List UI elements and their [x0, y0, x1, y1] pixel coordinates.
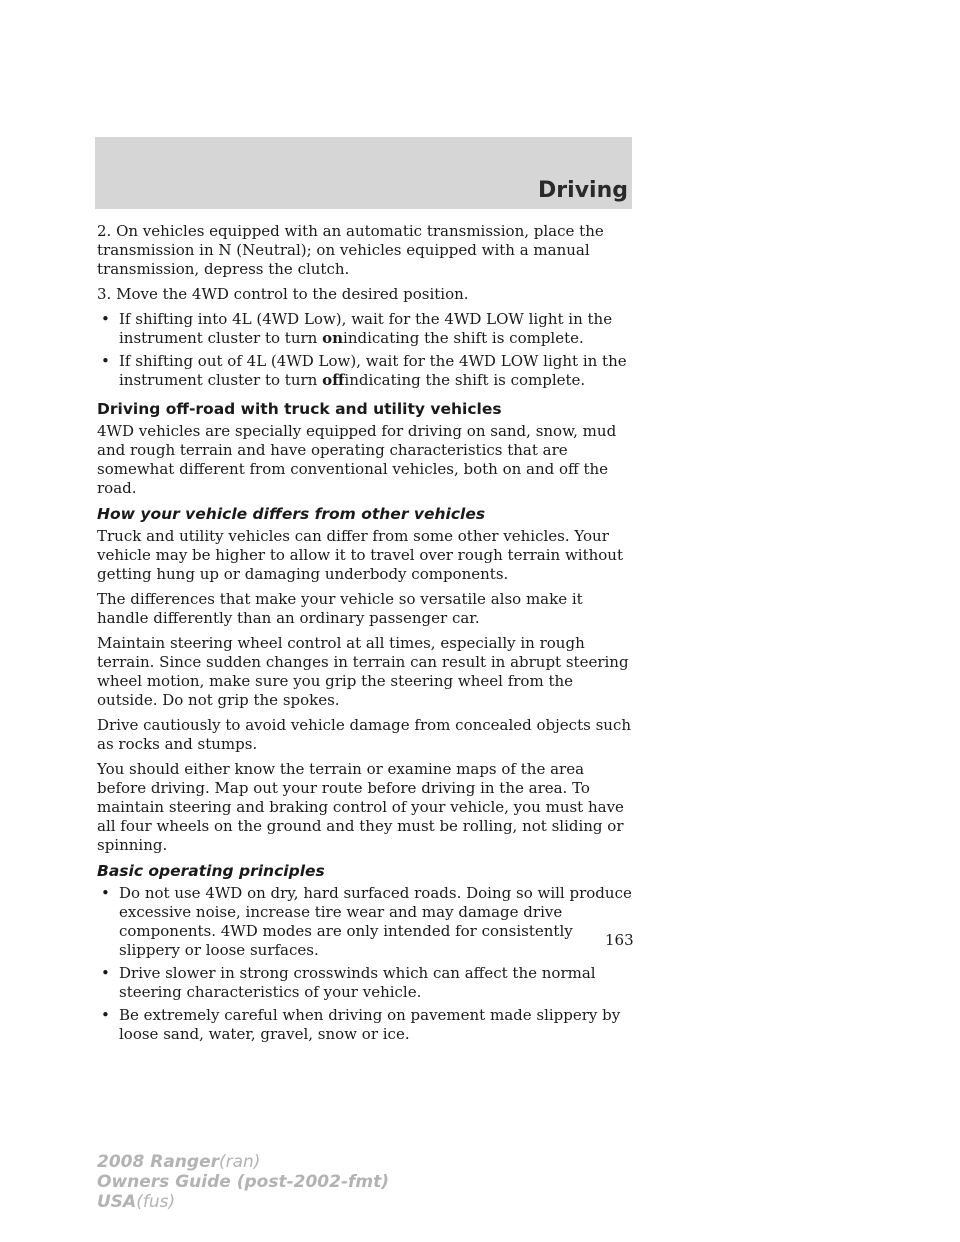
footer-model-code: (ran): [218, 1152, 261, 1172]
list-item: [97, 884, 637, 960]
list-item: [97, 1006, 637, 1044]
bullet-bold-text: off: [322, 371, 345, 389]
differs-paragraph-3: Maintain steering wheel control at all times, especially in rough terrain. Since sudden changes in terrain can result in abrupt steering wheel motion, make sure you grip the steering wheel from the outside. Do not grip the spokes.: [97, 634, 629, 709]
step-2-paragraph: 2. On vehicles equipped with an automatic transmission, place the transmission in N (Neutral); on vehicles equipped with a manual transmission, depress the clutch.: [97, 222, 604, 278]
heading-offroad: Driving off-road with truck and utility vehicles: [97, 400, 502, 418]
bullet-icon: •: [101, 1006, 110, 1024]
footer-guide: Owners Guide (post-2002-fmt): [97, 1172, 390, 1192]
footer-model: 2008 Ranger: [97, 1152, 219, 1172]
footer-line-1: [97, 1152, 389, 1172]
differs-paragraph-2: The differences that make your vehicle so versatile also make it handle differently than an ordinary passenger car.: [97, 590, 583, 627]
section-header-band: [95, 137, 632, 209]
footer-line-2: [97, 1172, 389, 1192]
bullet-icon: •: [101, 352, 110, 370]
principles-bullet-list: [97, 884, 637, 1044]
differs-paragraph-4: Drive cautiously to avoid vehicle damage from concealed objects such as rocks and stumps.: [97, 716, 632, 753]
differs-paragraph-5: You should either know the terrain or examine maps of the area before driving. Map out your route before driving in the area. To maintain steering and braking control of your vehicle, you must have all four wheels on the ground and they must be rolling, not sliding or spinning.: [97, 760, 624, 854]
bullet-text: Drive slower in strong crosswinds which can affect the normal steering characteristics of your vehicle.: [119, 964, 596, 1001]
page-content: [97, 222, 637, 1050]
heading-principles: Basic operating principles: [97, 862, 325, 880]
list-item: [97, 964, 637, 1002]
bullet-icon: •: [101, 310, 110, 328]
bullet-icon: •: [101, 884, 110, 902]
bullet-text: If shifting into 4L (4WD Low), wait for the 4WD LOW light in the instrument cluster to turn: [119, 310, 613, 347]
document-footer: [97, 1152, 389, 1212]
bullet-text: Be extremely careful when driving on pavement made slippery by loose sand, water, gravel, snow or ice.: [119, 1006, 621, 1043]
footer-market: USA: [97, 1192, 137, 1212]
bullet-bold-text: on: [322, 329, 344, 347]
offroad-paragraph: 4WD vehicles are specially equipped for driving on sand, snow, mud and rough terrain and have operating characteristics that are somewhat different from conventional vehicles, both on and off the road.: [97, 422, 617, 497]
section-title: Driving: [538, 178, 628, 203]
bullet-text-end: indicating the shift is complete.: [344, 371, 586, 389]
list-item: [97, 310, 637, 348]
bullet-icon: •: [101, 964, 110, 982]
shift-bullet-list: [97, 310, 637, 390]
bullet-text: If shifting out of 4L (4WD Low), wait for the 4WD LOW light in the instrument cluster to turn: [119, 352, 627, 389]
footer-market-code: (fus): [136, 1192, 176, 1212]
differs-paragraph-1: Truck and utility vehicles can differ from some other vehicles. Your vehicle may be higher to allow it to travel over rough terrain without getting hung up or damaging underbody components.: [97, 527, 623, 583]
heading-differs: How your vehicle differs from other vehicles: [97, 505, 486, 523]
footer-line-3: [97, 1192, 389, 1212]
bullet-text-end: indicating the shift is complete.: [343, 329, 584, 347]
bullet-text: Do not use 4WD on dry, hard surfaced roads. Doing so will produce excessive noise, increase tire wear and may damage drive components. 4WD modes are only intended for consistently slippery or loose surfaces.: [119, 884, 632, 959]
step-3-paragraph: 3. Move the 4WD control to the desired position.: [97, 285, 469, 303]
list-item: [97, 352, 637, 390]
page-number: 163: [605, 931, 634, 949]
